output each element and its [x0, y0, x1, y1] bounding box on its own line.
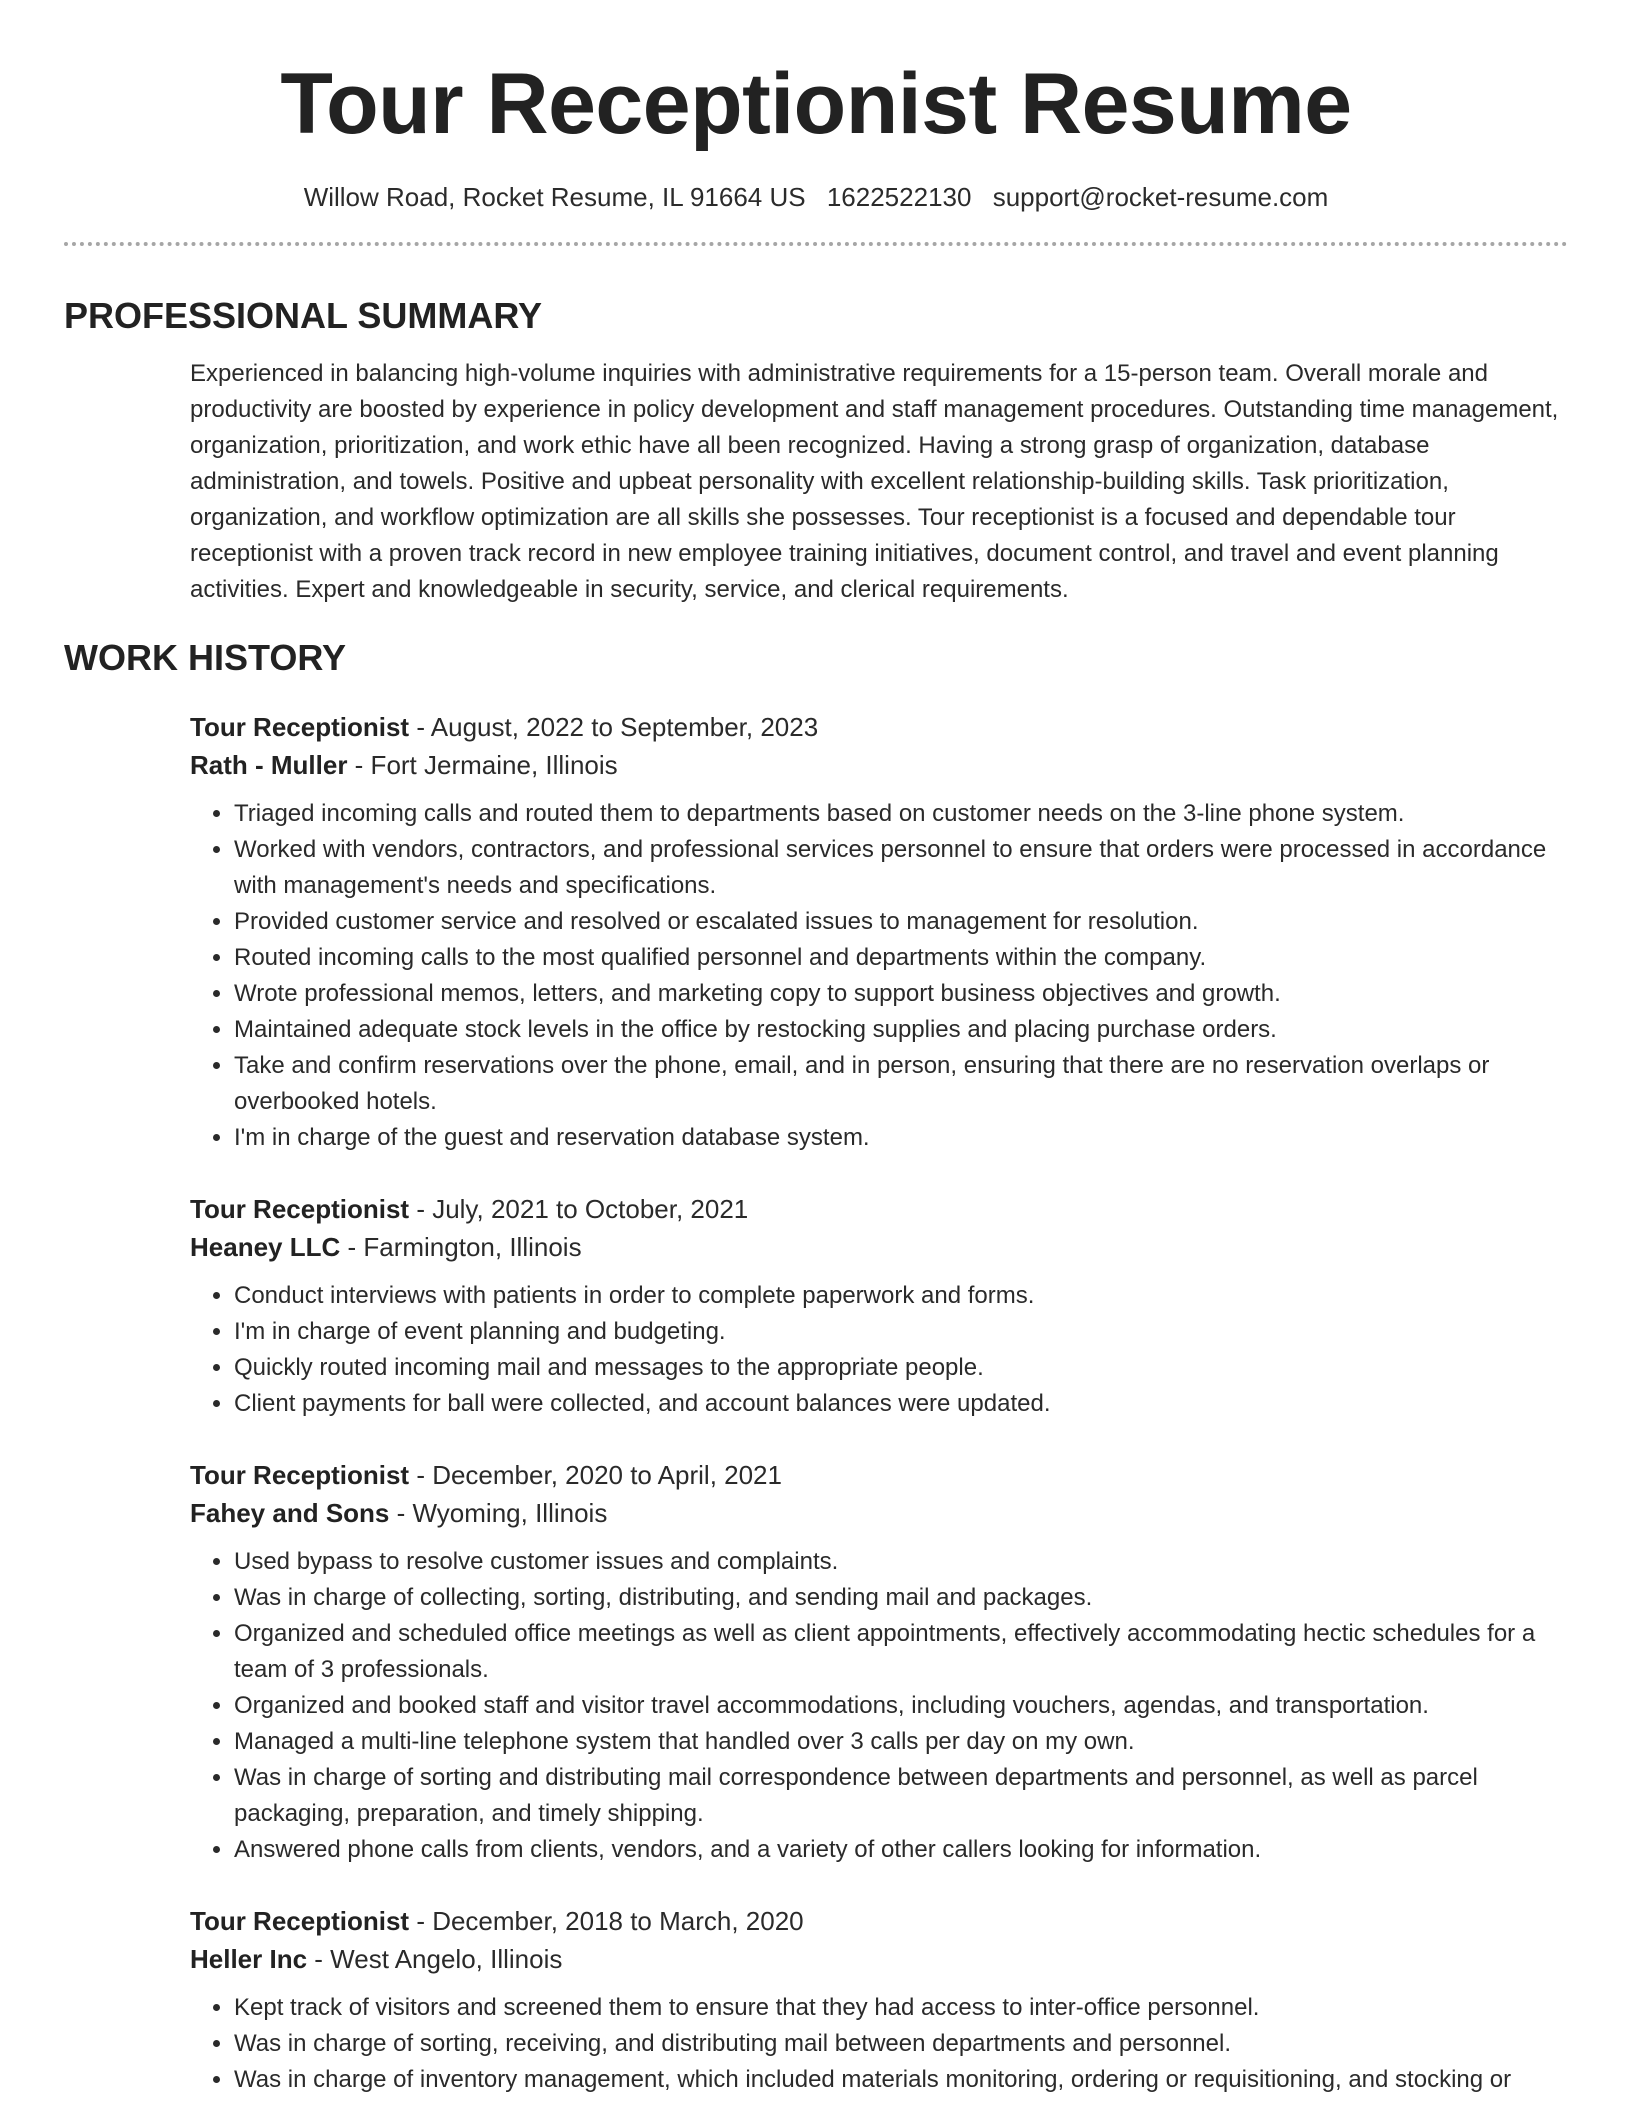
job-dates: - December, 2018 to March, 2020	[409, 1906, 804, 1936]
job-bullets	[190, 1990, 1568, 2098]
header-divider	[64, 242, 1568, 246]
job-bullets	[190, 1544, 1568, 1868]
job-bullet: • Maintained adequate stock levels in the office by restocking supplies and placing purchase orders.	[234, 1012, 1568, 1048]
resume-page	[64, 0, 1568, 2098]
job-bullet: • I'm in charge of the guest and reservation database system.	[234, 1120, 1568, 1156]
job-bullet: • Managed a multi-line telephone system that handled over 3 calls per day on my own.	[234, 1724, 1568, 1760]
job-title-line	[190, 1190, 1568, 1228]
job-dates: - December, 2020 to April, 2021	[409, 1460, 782, 1490]
job-company: Rath - Muller	[190, 750, 348, 780]
job-bullet: • Conduct interviews with patients in order to complete paperwork and forms.	[234, 1278, 1568, 1314]
job-entry	[190, 708, 1568, 1156]
job-title-line	[190, 1902, 1568, 1940]
job-title: Tour Receptionist	[190, 1194, 410, 1224]
job-bullets	[190, 796, 1568, 1156]
job-company-line	[190, 1228, 1568, 1266]
job-title: Tour Receptionist	[190, 1906, 410, 1936]
job-bullet: • Used bypass to resolve customer issues and complaints.	[234, 1544, 1568, 1580]
job-bullet: • Worked with vendors, contractors, and professional services personnel to ensure that orders were processed in accordance with management's needs and specifications.	[234, 832, 1568, 904]
job-bullet: • Wrote professional memos, letters, and marketing copy to support business objectives and growth.	[234, 976, 1568, 1012]
job-bullet: • Was in charge of collecting, sorting, distributing, and sending mail and packages.	[234, 1580, 1568, 1616]
job-entry	[190, 1190, 1568, 1422]
job-bullet: • I'm in charge of event planning and budgeting.	[234, 1314, 1568, 1350]
job-entry	[190, 1902, 1568, 2098]
job-company: Fahey and Sons	[190, 1498, 390, 1528]
job-location: - Fort Jermaine, Illinois	[347, 750, 618, 780]
job-bullet: • Was in charge of sorting and distributing mail correspondence between departments and personnel, as well as parcel packaging, preparation, and timely shipping.	[234, 1760, 1568, 1832]
job-location: - West Angelo, Illinois	[307, 1944, 563, 1974]
job-bullets	[190, 1278, 1568, 1422]
job-company-line	[190, 1494, 1568, 1532]
job-bullet: • Quickly routed incoming mail and messages to the appropriate people.	[234, 1350, 1568, 1386]
job-dates: - August, 2022 to September, 2023	[409, 712, 819, 742]
contact-phone: 1622522130	[826, 182, 972, 212]
job-title-line	[190, 708, 1568, 746]
job-title-line	[190, 1456, 1568, 1494]
contact-address: Willow Road, Rocket Resume, IL 91664 US	[303, 182, 806, 212]
job-company-line	[190, 1940, 1568, 1978]
job-location: - Farmington, Illinois	[340, 1232, 582, 1262]
job-location: - Wyoming, Illinois	[389, 1498, 608, 1528]
job-bullet: • Was in charge of sorting, receiving, and distributing mail between departments and personnel.	[234, 2026, 1568, 2062]
job-bullet: • Organized and booked staff and visitor travel accommodations, including vouchers, agendas, and transportation.	[234, 1688, 1568, 1724]
job-bullet: • Provided customer service and resolved or escalated issues to management for resolution.	[234, 904, 1568, 940]
summary-text: Experienced in balancing high-volume inquiries with administrative requirements for a 15-person team. Overall morale and productivity are boosted by experience in policy development and staff management procedures. Outstanding time management, organization, prioritization, and work ethic have all been recognized. Having a strong grasp of organization, database administration, and towels. Positive and upbeat personality with excellent relationship-building skills. Task prioritization, organization, and workflow optimization are all skills she possesses. Tour receptionist is a focused and dependable tour receptionist with a proven track record in new employee training initiatives, document control, and travel and event planning activities. Expert and knowledgeable in security, service, and clerical requirements.	[190, 360, 1559, 603]
summary-heading: PROFESSIONAL SUMMARY	[64, 295, 543, 336]
job-bullet: • Organized and scheduled office meetings as well as client appointments, effectively accommodating hectic schedules for a team of 3 professionals.	[234, 1616, 1568, 1688]
job-company: Heller Inc	[190, 1944, 308, 1974]
work-history-heading: WORK HISTORY	[64, 637, 347, 678]
work-history-list	[64, 708, 1568, 2098]
job-title: Tour Receptionist	[190, 712, 410, 742]
job-bullet: • Kept track of visitors and screened them to ensure that they had access to inter-office personnel.	[234, 1990, 1568, 2026]
job-title: Tour Receptionist	[190, 1460, 410, 1490]
job-bullet: • Routed incoming calls to the most qualified personnel and departments within the company.	[234, 940, 1568, 976]
job-bullet: • Answered phone calls from clients, vendors, and a variety of other callers looking for information.	[234, 1832, 1568, 1868]
job-company: Heaney LLC	[190, 1232, 341, 1262]
job-entry	[190, 1456, 1568, 1868]
job-bullet: • Client payments for ball were collected, and account balances were updated.	[234, 1386, 1568, 1422]
contact-email: support@rocket-resume.com	[992, 182, 1329, 212]
job-bullet: • Was in charge of inventory management, which included materials monitoring, ordering or requisitioning, and stocking or	[234, 2062, 1568, 2098]
page-title: Tour Receptionist Resume	[280, 56, 1352, 152]
contact-line	[64, 180, 1568, 214]
job-bullet: • Triaged incoming calls and routed them to departments based on customer needs on the 3-line phone system.	[234, 796, 1568, 832]
job-dates: - July, 2021 to October, 2021	[409, 1194, 749, 1224]
job-company-line	[190, 746, 1568, 784]
job-bullet: • Take and confirm reservations over the phone, email, and in person, ensuring that there are no reservation overlaps or overbooked hotels.	[234, 1048, 1568, 1120]
